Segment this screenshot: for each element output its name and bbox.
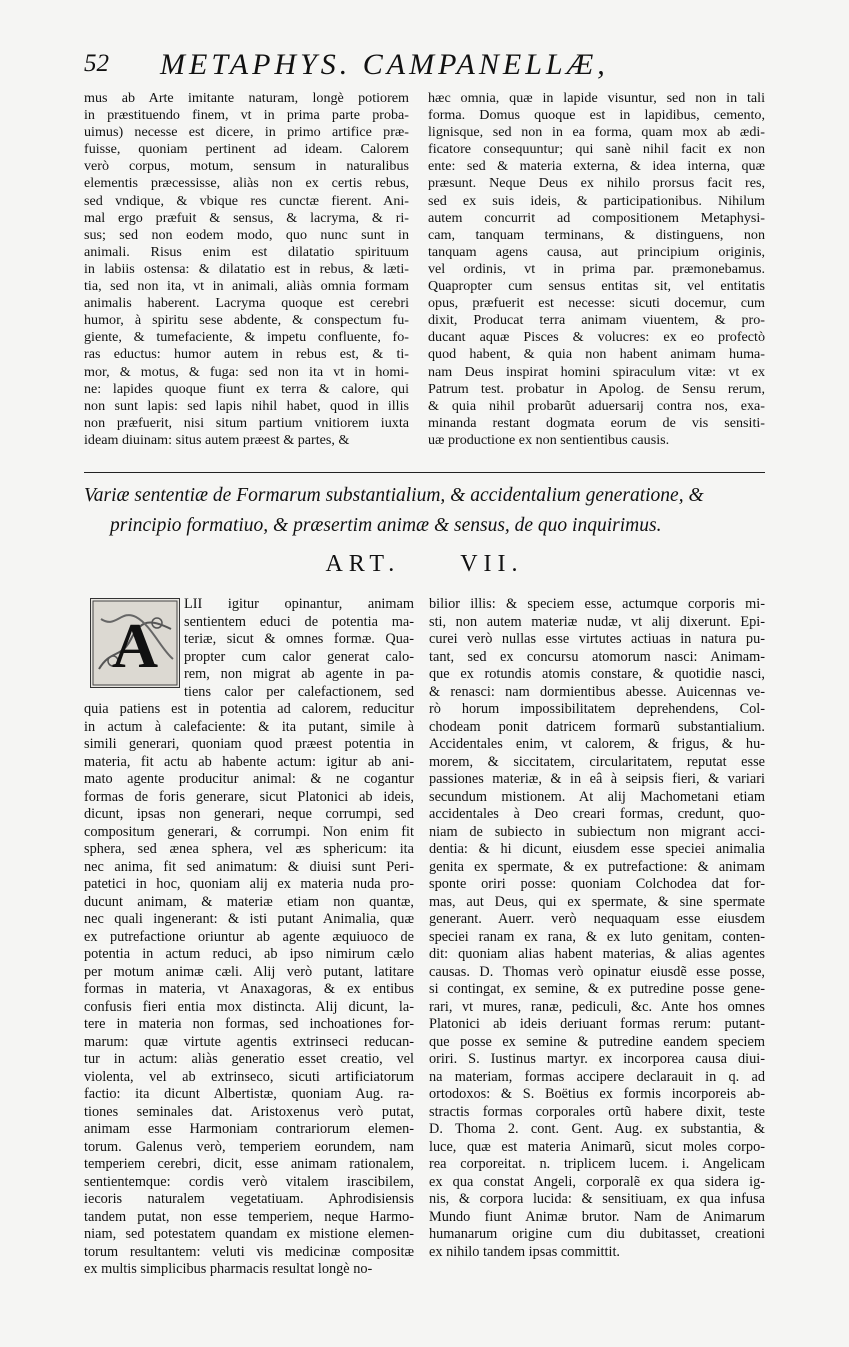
text-line: uæ productione ex non sentientibus causis. [428, 431, 670, 448]
text-line: secundum mistionem. At alij Machometani etiam [429, 788, 765, 805]
text-line: tere in materia non formas, sed inchoationes for- [84, 1016, 414, 1032]
text-line: ras eductus: humor autem in rebus est, & ti- [84, 346, 409, 363]
text-line: Patrum test. probatur in Apolog. de Sensu rerum, [428, 380, 765, 397]
text-line: sti, non autem materiæ nudæ, vt alij dixerunt. Epi- [429, 613, 765, 630]
text-line: bilior illis: & speciem esse, actumque corporis mi- [429, 596, 765, 612]
article-label [84, 551, 765, 578]
text-line: confusis fieri entia mox distincta. Alij dicunt, la- [84, 998, 414, 1015]
text-line: elementis præcessisse, aliàs non ex certis rebus, [84, 175, 409, 192]
text-line: humanarum origine cum diu dubitasset, creationi [429, 1226, 765, 1242]
text-line: mor, & motus, & fuga: sed non ita vt in homi- [84, 363, 409, 380]
text-line: simili generari, quoniam quod præest potentia in [84, 736, 414, 752]
lower-right-column [429, 596, 765, 1261]
upper-right-column [428, 90, 765, 449]
text-line: accidentales à Deo creari formas, credunt, quo- [429, 806, 765, 822]
text-line: tant, sed ex concursu atomorum nasci: Animam- [429, 648, 765, 665]
lower-text-block [84, 596, 765, 1286]
text-line: ortodoxos: & S. Boëtius ex formis incorporeis ab- [429, 1086, 765, 1102]
text-line: animali. Risus enim est dilatatio spirituum [84, 243, 409, 260]
section-heading [84, 481, 765, 541]
text-line: compositum generari, & corrumpi. Non enim fit [84, 823, 414, 840]
text-line: sed ex suis ideis, & participationibus. Nihilum [428, 192, 765, 209]
text-line: ideam diuinam: situs autem præest & partes, & [84, 431, 350, 448]
text-line: & quia nihil probarũt aduersarij contra nos, exa- [428, 397, 765, 414]
text-line: Quapropter cum sensus entitas sit, vel entitatis [428, 278, 765, 295]
text-line: sentientemque: cordis verò vitalem irascibilem, [84, 1173, 414, 1190]
text-line: formas de foris generare, sicut Platonici ab ideis, [84, 788, 414, 805]
text-line: mus ab Arte imitante naturam, longè potiorem [84, 90, 409, 106]
text-line: sus; sed non eodem modo, quo nunc sunt in [84, 226, 409, 243]
text-line: tandem putat, non esse temperiem, neque Harmo- [84, 1208, 414, 1225]
text-line: materia, fit actu ab habente actum: igitur ab ani- [84, 753, 414, 770]
text-line: ne: lapides quoque fiunt ex terra & calore, qui [84, 380, 409, 397]
text-line: tiens calor per calefactionem, sed [184, 683, 414, 700]
text-line: tur in actum: aliàs generatio esset creatio, vel [84, 1051, 414, 1067]
text-line: Accidentales enim, vt calorem, & frigus, & hu- [429, 736, 765, 752]
text-line: torum. Galenus verò, temperiem eorundem, nam [84, 1138, 414, 1155]
text-line: tia, sed non ita, vt in animali, aliàs omnia formam [84, 278, 409, 295]
text-line: que ex rotundis atomis constare, & quotidie nasci, [429, 666, 765, 682]
text-line: mal ergo præfuit & sensus, & lacryma, & ri- [84, 209, 409, 226]
running-title: METAPHYS. CAMPANELLÆ, [160, 48, 609, 81]
ornament-icon [91, 599, 179, 687]
text-line: nis, & corpora lucida: & sensitiuam, ex qua infusa [429, 1191, 765, 1207]
text-line: ex nihilo tandem ipsas committit. [429, 1243, 620, 1260]
text-line: ex multis simplicibus pharmacis resultat longè no- [84, 1261, 373, 1277]
text-line: giente, & tumefaciente, & impetu confluente, fo- [84, 329, 409, 346]
text-line: patetici in hoc, quoniam alij ex materia nuda pro- [84, 876, 414, 892]
text-line: quod habent, & quia non habent animam huma- [428, 346, 765, 363]
text-line: hæc omnia, quæ in lapide visuntur, sed non in tali [428, 90, 765, 106]
text-line: oriri. S. Iustinus martyr. ex incorporea causa diui- [429, 1051, 765, 1067]
text-line: Platonici ab ideis deriuant formas rerum: putant- [429, 1016, 765, 1032]
text-line: in præstituendo finem, vt in prima parte proba- [84, 107, 409, 124]
text-line: factio: ita dicunt Albertistæ, quoniam Aug. ra- [84, 1086, 414, 1102]
text-line: LII igitur opinantur, animam [184, 596, 414, 612]
text-line: speciei ranam ex rana, & ex luto genitam, conten- [429, 928, 765, 945]
text-line: passiones materiæ, & in eâ à seipsis fieri, & variari [429, 771, 765, 787]
text-line: chodeam ponit datricem formarũ substantialium. [429, 718, 765, 735]
upper-left-column [84, 90, 409, 449]
text-line: genita ex spermate, & ex putrefactione: & animam [429, 858, 765, 875]
text-line: violenta, vel ab extrinseco, sicuti artificiatorum [84, 1068, 414, 1085]
text-line: luce, quæ est materia Animarũ, sicut moles corpo- [429, 1138, 765, 1155]
text-line: causas. D. Thomas verò opinatur eiusdẽ esse posse, [429, 963, 765, 980]
text-line: iecoris naturalem vegetatiuam. Aphrodisiensis [84, 1191, 414, 1207]
text-line: ex qua constat Angeli, corporalẽ ex qua sidera ig- [429, 1173, 765, 1190]
text-line: sponte oriri posse: quoniam Colchodea dat for- [429, 876, 765, 892]
text-line: in actum à calefaciente: & ita putant, simile à [84, 718, 414, 735]
text-line: opus, præfuerit est necesse: sicuti docemur, cum [428, 295, 765, 312]
section-divider [84, 472, 765, 473]
text-line: nam Deus inspirat homini spiraculum vitæ: vt ex [428, 363, 765, 380]
text-line: ducunt animam, & materiæ etiam non quantæ, [84, 893, 414, 910]
text-line: sphera, sed ænea sphera, vel æs sphericum: ita [84, 841, 414, 857]
text-line: curei verò nullas esse virtutes actiuas in natura pu- [429, 631, 765, 647]
text-line: verò corpus, motum, sensum in naturalibus [84, 158, 409, 175]
text-line: nec anima, fit sed animatum: & diuisi sunt Peri- [84, 858, 414, 875]
text-line: quia patiens est in potentia ad calorem, reducitur [84, 701, 414, 717]
text-line: humor, à spiritu sese abdente, & conspectum fu- [84, 312, 409, 329]
text-line: ente: sed & materia externa, & idea interna, quæ [428, 158, 765, 175]
text-line: tanquam agens causa, aut principium originis, [428, 243, 765, 260]
text-line: Mundo fiunt Animæ brutor. Nam de Animarum [429, 1208, 765, 1225]
text-line: na materiam, formas accipere declarauit in q. ad [429, 1068, 765, 1085]
text-line: potentia in actum reduci, ab ipso nimirum cælo [84, 946, 414, 962]
article-prefix: ART. [325, 551, 401, 577]
text-line: que posse ex semine & putredine eandem speciem [429, 1033, 765, 1050]
upper-text-block [84, 90, 765, 458]
text-line: temperiem cerebri, dicit, esse animam rationalem, [84, 1156, 414, 1172]
text-line: non præfuerit, nisi situm partium vnitiorem iuxta [84, 414, 409, 431]
text-line: præsunt. Neque Deus ex nihilo prorsus facit res, [428, 175, 765, 192]
text-line: teriæ, sicut & omnes formæ. Qua- [184, 631, 414, 647]
lower-left-column [84, 596, 414, 1279]
text-line: mato agente producitur animal: & ne cogantur [84, 771, 414, 787]
text-line: dixit, Producat terra animam viuentem, & pro- [428, 312, 765, 329]
text-line: minanda restant dogmata eorum de vis sensiti- [428, 414, 765, 431]
text-line: rea corporeitat. n. triplicem lucem. i. Angelicam [429, 1156, 765, 1172]
text-line: niam, sed potestatem quandam ex mistione elemen- [84, 1226, 414, 1242]
text-line: rari, vt mures, ranæ, pediculi, &c. Ante hos omnes [429, 998, 765, 1015]
text-line: autem concurrit ad compositionem Metaphysi- [428, 209, 765, 226]
text-line: formas in materia, vt Anaxagoras, & ex entibus [84, 981, 414, 997]
text-line: ficatore consequuntur; qui sanè nihil facit ex non [428, 141, 765, 158]
text-line: rem, non migrat ab agente in pa- [184, 666, 414, 682]
running-head [84, 48, 684, 88]
text-line: propter cum calor generat calo- [184, 648, 414, 665]
text-line: sed vndique, & vbique res cunctæ fierent. Ani- [84, 192, 409, 209]
text-line: non sunt lapis: sed lapis nihil habet, quod in illis [84, 397, 409, 414]
text-line: rò horum impossibilitatem deprehendens, Col- [429, 701, 765, 717]
text-line: mas, aut Deus, qui ex spermate, & sine spermate [429, 893, 765, 910]
text-line: ducant aquæ Pisces & volucres: ex eo profectò [428, 329, 765, 346]
section-heading-line-1: Variæ sententiæ de Formarum substantialium, & accidentalium generatione, & [84, 485, 704, 506]
text-line: sentientem educi de potentia ma- [184, 613, 414, 630]
text-line: niam de subiecto in subiectum non migrant acci- [429, 823, 765, 840]
text-line: stractis formas corporales ortũ habere dixit, teste [429, 1103, 765, 1120]
text-line: torum resultantem: veluti vis medicinæ compositæ [84, 1243, 414, 1260]
text-line: dentia: & hi dicunt, eiusdem esse speciei animalia [429, 841, 765, 857]
text-line: forma. Domus quoque est in lapidibus, cemento, [428, 107, 765, 124]
text-line: animam esse Harmoniam contrariorum elemen- [84, 1121, 414, 1137]
text-line: nec quali ingenerant: & isti putant Animalia, quæ [84, 911, 414, 927]
text-line: dit: quoniam alias habent materias, & alias agentes [429, 946, 765, 962]
text-line: animalis haberent. Lacryma quoque est cerebri [84, 295, 409, 312]
text-line: fuisse, quoniam pertinent ad ideam. Calorem [84, 141, 409, 158]
initial-letter: A [111, 610, 159, 681]
page-number: 52 [84, 50, 109, 77]
text-line: generant. Auerr. verò nequaquam esse eiusdem [429, 911, 765, 927]
text-line: vel ordinis, vt in prima par. præmonebamus. [428, 260, 765, 277]
text-line: lignisque, sed non in ea forma, quam mox ab ædi- [428, 124, 765, 141]
text-line: cam, tanquam terminans, & distinguens, non [428, 226, 765, 243]
article-number: VII. [460, 551, 524, 577]
text-line: in labiis ostensa: & dilatatio est in rebus, & læti- [84, 260, 409, 277]
section-heading-line-2: principio formatiuo, & præsertim animæ & sensus, de quo inquirimus. [110, 515, 662, 536]
text-line: si contingat, ex semine, & ex putredine posse gene- [429, 981, 765, 997]
text-line: & renasci: nam dormientibus abesse. Auicennas ve- [429, 683, 765, 700]
text-line: D. Thoma 2. cont. Gent. Aug. ex substantia, & [429, 1121, 765, 1137]
text-line: morem, & siccitatem, circularitatem, reputat esse [429, 753, 765, 770]
text-line: ex putrefactione oriuntur ab agente æquiuoco de [84, 928, 414, 945]
decorated-initial [90, 598, 180, 688]
text-line: per motum animæ cæli. Alij verò putant, latitare [84, 963, 414, 980]
text-line: uimus) necesse est dicere, in primo artifice præ- [84, 124, 409, 141]
text-line: dicunt, ipsas non generari, neque corrumpi, sed [84, 806, 414, 822]
text-line: marum: quæ virtute agentis extrinseci reducan- [84, 1033, 414, 1050]
text-line: tiones seminales dat. Aristoxenus verò putat, [84, 1103, 414, 1120]
